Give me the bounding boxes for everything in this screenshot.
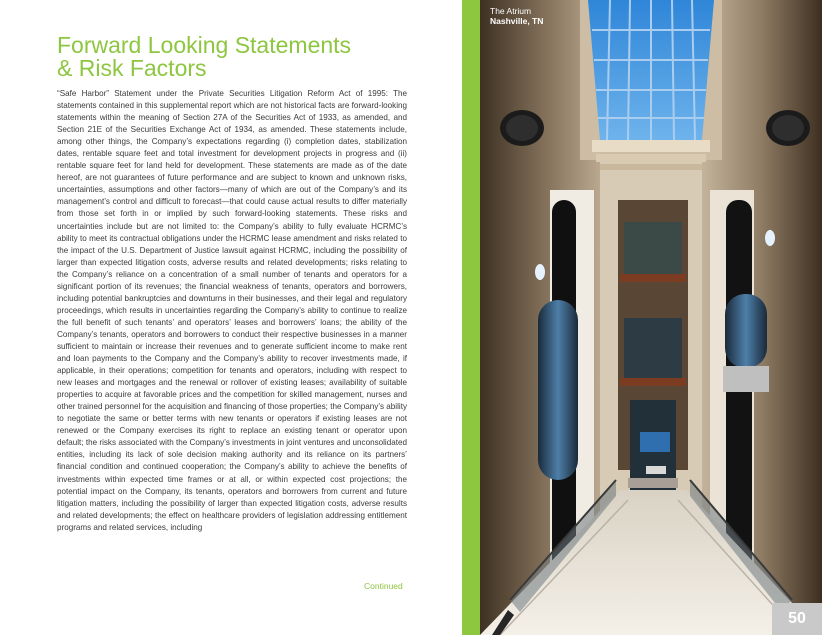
page-title-line2: & Risk Factors [57,55,207,81]
caption-line1: The Atrium [490,6,532,16]
caption-line2: Nashville, TN [490,16,544,26]
atrium-photo [480,0,822,635]
photo-caption [490,6,543,26]
body-paragraph: “Safe Harbor” Statement under the Private Securities Litigation Reform Act of 1995: The statements contained in this supplemental report which are not historical facts are forward-looking statements within the meaning of Section 27A of the Securities Act of 1933, as amended, and Section 21E of the Securities Exchange Act of 1934, as amended. These statements include, among other things, the Company’s expectations regarding (i) completion dates, stabilization dates, rentable square feet and total investment for development projects in progress and (ii) rentable square feet for land held for development. These statements are made as of the date hereof, are not guarantees of future performance and are subject to known and unknown risks, uncertainties, assumptions and other factors—many of which are out of the Company’s and its management’s control and difficult to forecast—that could cause actual results to differ materially from those set forth in or implied by such forward-looking statements. These risks and uncertainties include but are not limited to: the Company’s ability to fully evaluate HCRMC’s ability to meet its contractual obligations under the HCRMC lease amendment and risks related to the impact of the U.S. Department of Justice lawsuit against HCRMC, including the possibility of larger than expected litigation costs, adverse results and related developments; risks relating to the Company’s reliance on a concentration of a small number of tenants and operators for a significant portion of its revenues; the financial weakness of tenants, operators and borrowers, including potential bankruptcies and downturns in their businesses, and their legal and regulatory proceedings, which results in uncertainties regarding the Company’s ability to continue to realize the full benefit of such tenants’ and operators’ leases and borrowers’ loans; the ability of the Company’s tenants, operators and borrowers to conduct their respective businesses in a manner sufficient to maintain or increase their revenues and to generate sufficient income to make rent and loan payments to the Company and the Company’s ability to recover investments made, if applicable, in their operations; competition for tenants and operators, including with respect to new leases and mortgages and the renewal or rollover of existing leases; availability of suitable properties to acquire at favorable prices and the competition for skilled management, nurses and other trained personnel for the acquisition and financing of those properties; the Company’s ability to negotiate the same or better terms with new tenants or operators if existing leases are not renewed or the Company exercises its right to replace an existing tenant or operator upon default; the risks associated with the Company’s investments in joint ventures and unconsolidated entities, including its lack of sole decision making authority and its reliance on its partners’ financial condition and continued cooperation; the Company’s ability to achieve the benefits of investments within expected time frames or at all, or within expected cost projections; the potential impact on the Company, its tenants, operators and borrowers from current and future litigation matters, including the possibility of larger than expected litigation costs, adverse results and related developments; the effect on healthcare providers of legislation addressing entitlement programs and related services, including [57,89,407,532]
page-title [57,34,447,80]
page-number: 50 [772,603,822,635]
continued-label: Continued [364,581,403,591]
green-divider-strip [462,0,480,635]
page-title-line1: Forward Looking Statements [57,32,352,58]
